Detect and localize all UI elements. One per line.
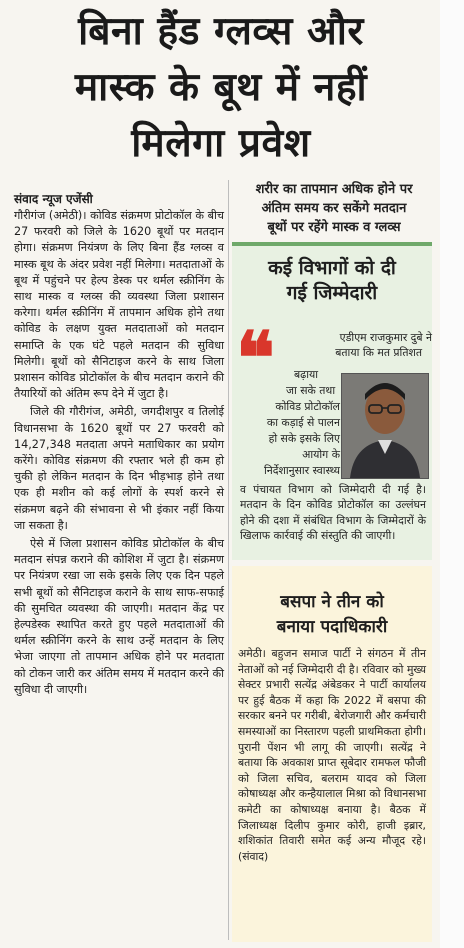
page-edge xyxy=(440,0,464,948)
green-box-title-line-2: गई जिम्मेदारी xyxy=(286,282,378,304)
green-box-body: व पंचायत विभाग को जिम्मेदारी दी गई है। मतदान के दिन कोविड प्रोटोकॉल का उल्लंघन होने की दशा में संबंधित विभाग के जिम्मेदारों के खिलाफ कार्रवाई की संस्तुति की जाएगी। xyxy=(240,483,426,543)
quote-line-2: बताया कि मत प्रतिशत xyxy=(335,346,422,359)
headline-line-3: मिलेगा प्रवेश xyxy=(131,121,311,166)
green-box-title xyxy=(232,256,432,306)
yellow-box-title xyxy=(232,590,432,640)
main-article xyxy=(14,208,224,700)
side-headline-line-3: बूथों पर रहेंगे मास्क व ग्लव्स xyxy=(267,220,401,235)
side-headline xyxy=(236,180,432,237)
yellow-box-title-line-2: बनाया पदाधिकारी xyxy=(276,617,388,637)
side-headline-line-2: अंतिम समय कर सकेंगे मतदान xyxy=(261,201,407,216)
yellow-box-body: अमेठी। बहुजन समाज पार्टी ने संगठन में तीन नेताओं को नई जिम्मेदारी दी है। रविवार को मुख्य सेक्टर प्रभारी सत्येंद्र अंबेडकर ने पार्टी कार्यालय पर हुई बैठक में कहा कि 2022 में बसपा की सरकार बनने पर गरीबी, बेरोजगारी और कर्मचारी समस्याओं का निस्तारण पहली प्राथमिकता होगी। पुरानी पेंशन भी लागू की जाएगी। सत्येंद्र ने बताया कि अवकाश प्राप्त सूबेदार रामफल फौजी को जिला सचिव, बलराम यादव को जिला कोषाध्यक्ष और कन्हैयालाल मिश्रा को विधानसभा कमेटी का कोषाध्यक्ष बनाया है। बैठक में जिलाध्यक्ष दिलीप कुमार कोरी, हाजी इब्रार, शशिकांत तिवारी समेत कई अन्य मौजूद रहे। (संवाद) xyxy=(238,647,426,863)
quote-line-5: कोविड प्रोटोकॉल xyxy=(275,400,340,413)
quote-line-9: निर्देशानुसार स्वास्थ्य xyxy=(263,464,340,477)
headline-line-2: मास्क के बूथ में नहीं xyxy=(74,65,368,110)
person-photo xyxy=(341,373,429,479)
yellow-box xyxy=(232,566,432,942)
quote-line-7: हो सके इसके लिए xyxy=(268,432,340,445)
headline xyxy=(14,4,428,172)
quote-line-3: बढ़ाया xyxy=(294,368,319,381)
article-paragraph-1: गौरीगंज (अमेठी)। कोविड संक्रमण प्रोटोकॉल के बीच 27 फरवरी को जिले के 1620 बूथों पर मतदान होगा। संक्रमण नियंत्रण के लिए बिना हैंड ग्लव्स व मास्क बूथ के अंदर प्रवेश नहीं मिलेगा। मतदाताओं के बूथ में पहुंचने पर हेल्प डेस्क पर थर्मल स्क्रीनिंग के साथ मास्क व ग्लव्स की व्यवस्था जिला प्रशासन करेगा। थर्मल स्क्रीनिंग में तापमान अधिक होने तथा कोविड के लक्षण युक्त मतदाताओं को मतदान समाप्ति के एक घंटे पहले मतदान की सुविधा मिलेगी। बूथों को सैनिटाइज करने के साथ जिला प्रशासन कोविड प्रोटोकॉल के बीच मतदान कराने की तैयारियों को अंतिम रूप देने में जुटा है। xyxy=(14,209,224,401)
article-paragraph-2: जिले की गौरीगंज, अमेठी, जगदीशपुर व तिलोई विधानसभा के 1620 बूथों पर 27 फरवरी को 14,27,348 मतदाता अपने मताधिकार का प्रयोग करेंगे। कोविड संक्रमण की रफ्तार भले ही कम हो चुकी हो लेकिन मतदान के दिन भीड़भाड़ होने तथा एक ही मशीन को कई लोगों के स्पर्श करने से संक्रमण बढ़ने की संभावना से भी इंकार नहीं किया जा सकता है। xyxy=(14,405,224,532)
quote-line-8: आयोग के xyxy=(302,448,340,461)
yellow-box-title-line-1: बसपा ने तीन को xyxy=(280,592,384,612)
quote-line-6: का कड़ाई से पालन xyxy=(266,416,340,429)
green-box xyxy=(232,242,432,560)
headline-line-1: बिना हैंड ग्लव्स और xyxy=(78,9,364,54)
quote-line-1: एडीएम राजकुमार दुबे ने xyxy=(339,331,432,344)
quote-icon: ❝ xyxy=(236,315,275,400)
green-box-title-line-1: कई विभागों को दी xyxy=(268,257,396,279)
quote-line-4: जा सके तथा xyxy=(286,384,336,397)
person-photo-image xyxy=(342,374,428,478)
article-paragraph-3: ऐसे में जिला प्रशासन कोविड प्रोटोकॉल के बीच मतदान संपन्न कराने की कोशिश में जुटा है। संक्रमण पर नियंत्रण रखा जा सके इसके लिए एक दिन पहले सभी बूथों को सैनिटाइज कराने के साथ साफ-सफाई की सुमचित व्यवस्था की जाएगी। मतदान केंद्र पर हेल्पडेस्क स्थापित करते हुए पहले मतदाताओं की थर्मल स्क्रीनिंग करने के साथ उन्हें मतदान के लिए भेजा जाएगा तो तापमान अधिक होने पर मतदाता को टोकन जारी कर अंतिम समय में मतदान करने की सुविधा दी जाएगी। xyxy=(14,537,224,696)
byline: संवाद न्यूज एजेंसी xyxy=(14,192,93,206)
column-divider xyxy=(228,180,229,940)
side-headline-line-1: शरीर का तापमान अधिक होने पर xyxy=(255,182,413,197)
